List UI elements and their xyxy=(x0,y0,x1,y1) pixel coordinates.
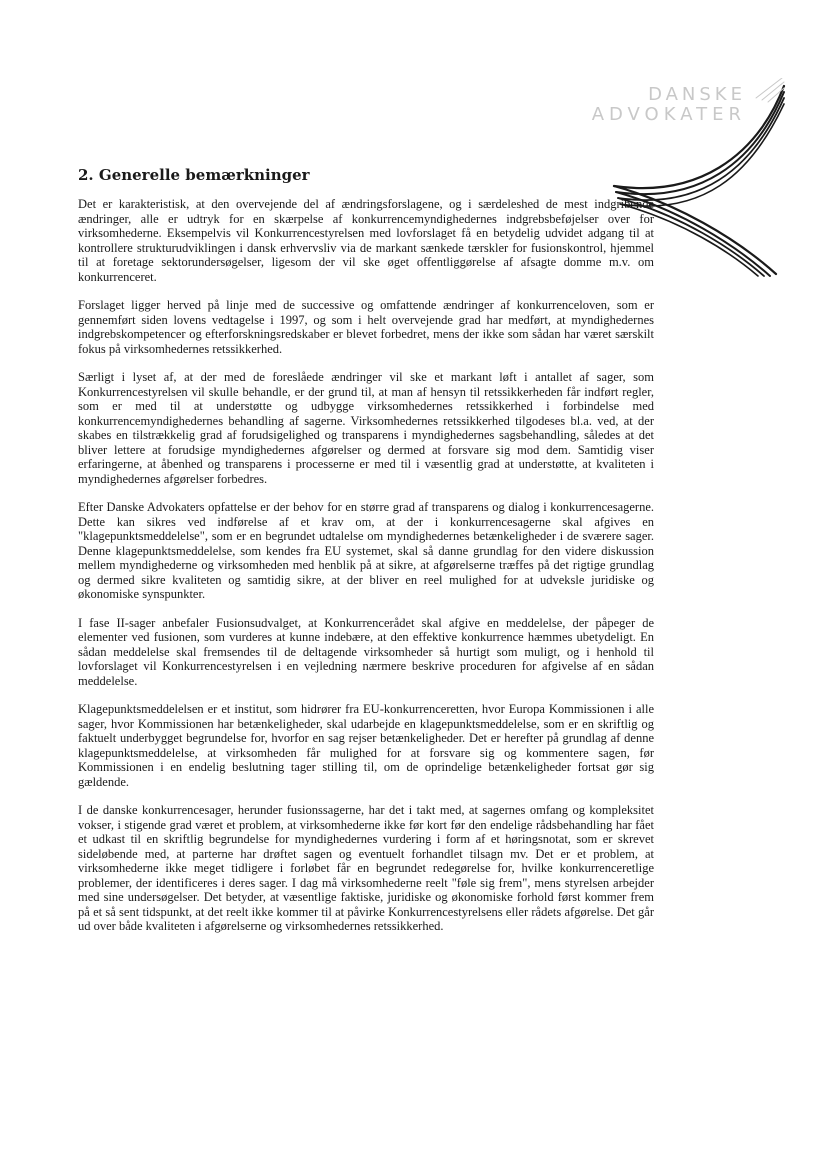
logo-text-advokater: ADVOKATER xyxy=(591,104,746,125)
logo-text-danske: DANSKE xyxy=(648,84,746,105)
paragraph-5: I fase II-sager anbefaler Fusionsudvalget, at Konkurrencerådet skal afgive en meddelelse, der påpeger de elementer ved fusionen, som vurderes at kunne indebære, at den effektive konkurrence hæmmes ubetydeligt. En sådan meddelelse skal fremsendes til de deltagende virksomheder så hurtigt som muligt, og i henhold til lovforslaget vil Konkurrencestyrelsen i en vejledning nærmere beskrive proceduren for afgivelse af en sådan meddelelse. xyxy=(78,615,654,688)
paragraph-1: Det er karakteristisk, at den overvejende del af ændringsforslagene, og i særdeleshed de mest indgribende ændringer, alle er udtryk for en skærpelse af konkurrencemyndighedernes indgrebsbeføjelser over for virksomhederne. Eksempelvis vil Konkurrencestyrelsen med lovforslaget få en betydelig udvidet adgang til at kontrollere strukturudviklingen i dansk erhvervsliv via de markant sænkede tærskler for fusionskontrol, hjemmel til at foretage sektorundersøgelser, ligesom der vil ske øget offentliggørelse af afsagte domme m.v. om konkurrenceret. xyxy=(78,197,654,284)
section-title: 2. Generelle bemærkninger xyxy=(78,166,310,184)
paragraph-2: Forslaget ligger herved på linje med de successive og omfattende ændringer af konkurrenceloven, som er gennemført siden lovens vedtagelse i 1997, og som i helt overvejende grad har medført, at myndighedernes indgrebskompetencer og efterforskningsredskaber er blevet forbedret, mens der ikke som sådan har været særskilt fokus på virksomhedernes retssikkerhed. xyxy=(78,298,654,356)
document-body xyxy=(78,166,654,948)
paragraph-7: I de danske konkurrencesager, herunder fusionssagerne, har det i takt med, at sagernes omfang og kompleksitet vokser, i stigende grad været et problem, at virksomhederne ikke før kort før den endelige rådsbehandling har fået et udkast til en skriftlig begrundelse for myndighedernes vurdering i form af et høringsnotat, som er skrevet sideløbende med, at parterne har drøftet sagen og eventuelt forhandlet tilsagn mv. Det er et problem, at virksomhederne ikke meget tidligere i forløbet får en begrundet redegørelse for, hvilke konkurrenceretlige problemer, der identificeres i deres sager. I dag må virksomhederne reelt "føle sig frem", mens styrelsen arbejder med sine undersøgelser. Det betyder, at væsentlige faktiske, juridiske og økonomiske forhold først kommer frem på et så sent tidspunkt, at det reelt ikke kommer til at påvirke Konkurrencestyrelsens eller rådets afgørelse. Det går ud over både kvaliteten i afgørelserne og virksomhedernes retssikkerhed. xyxy=(78,803,654,933)
paragraph-6: Klagepunktsmeddelelsen er et institut, som hidrører fra EU-konkurrenceretten, hvor Europa Kommissionen i alle sager, hvor Kommissionen har betænkeligheder, skal udarbejde en klagepunktsmeddelelse, som er en skriftlig og faktuelt underbygget begrundelse for, hvorfor en sag rejser betænkeligheder. Det er herefter på grundlag af denne klagepunktsmeddelelse, at virksomheden får mulighed for at forsvare sig og kommentere sagen, før Kommissionen i en endelig beslutning tager stilling til, om de oprindelige betænkeligheder fortsat gør sig gældende. xyxy=(78,702,654,789)
paragraph-3: Særligt i lyset af, at der med de foreslåede ændringer vil ske et markant løft i antallet af sager, som Konkurrencestyrelsen vil skulle behandle, er der grund til, at man af hensyn til retssikkerheden får indført regler, som er med til at understøtte og udbygge virksomhedernes retssikkerhed i forbindelse med konkurrencemyndighedernes behandling af sagerne. Virksomhedernes retssikkerhed tilgodeses bl.a. ved, at der skabes en tilstrækkelig grad af forudsigelighed og transparens i myndighedernes sagsbehandling, således at det bliver lettere at forudsige myndighedernes afgørelser og dermed at forsvare sig mod dem. Samtidig viser erfaringerne, at åbenhed og transparens i processerne er med til i væsentlig grad at understøtte, at kvaliteten i myndighedernes afgørelser forbedres. xyxy=(78,370,654,486)
paragraph-4: Efter Danske Advokaters opfattelse er der behov for en større grad af transparens og dialog i konkurrencesagerne. Dette kan sikres ved indførelse af et krav om, at der i konkurrencesagerne skal afgives en "klagepunktsmeddelelse", som er en begrundet udtalelse om myndighedernes betænkeligheder i de sværere sager. Denne klagepunktsmeddelelse, som kendes fra EU systemet, skal så danne grundlag for den videre diskussion mellem myndighederne og virksomheden med henblik på at sikre, at afgørelserne træffes på det rigtige grundlag og dermed sikre kvaliteten og samtidig sikre, at der bliver en reel mulighed for at udveksle juridiske og økonomiske synspunkter. xyxy=(78,500,654,601)
